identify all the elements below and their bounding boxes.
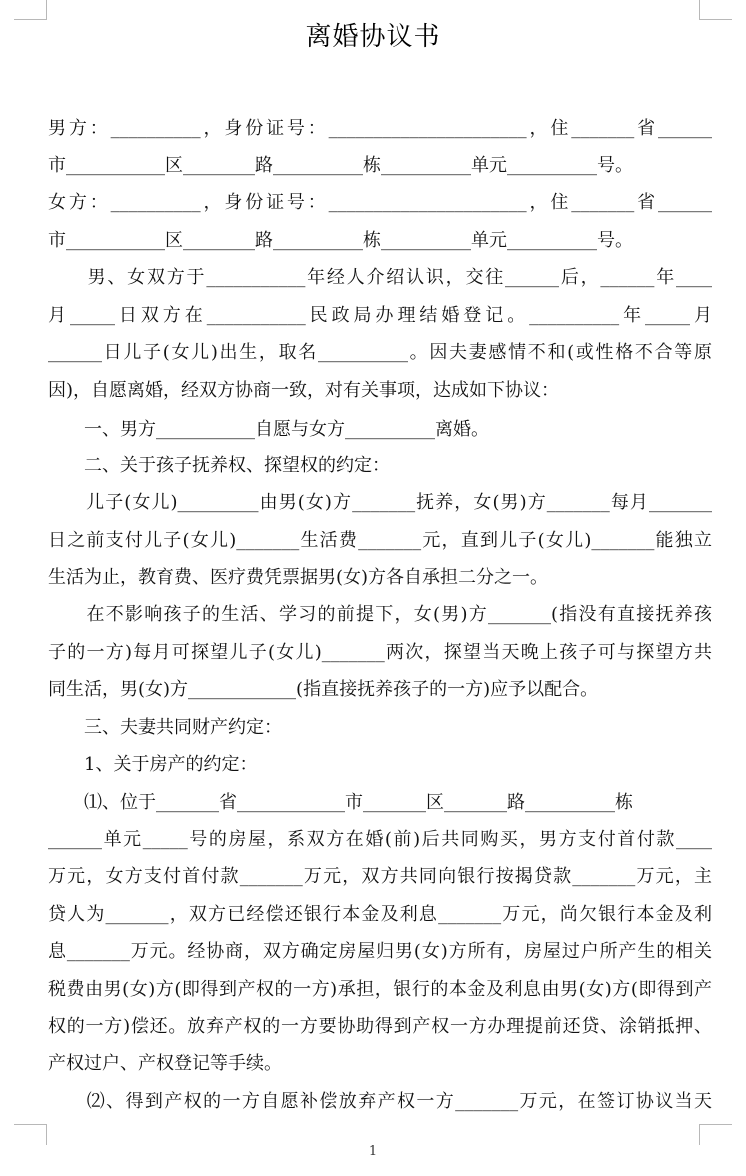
- text-line: 税费由男(女)方(即得到产权的一方)承担，银行的本金及利息由男(女)方(即得到产: [48, 979, 712, 1000]
- text-line: 贷人为_______，双方已经偿还银行本金及利息_______万元，尚欠银行本金及利: [48, 904, 712, 925]
- text-line: ______日儿子(女儿)出生，取名__________。因夫妻感情不和(或性格不合等原: [48, 342, 712, 363]
- text-line: 子的一方)每月可探望儿子(女儿)_______两次，探望当天晚上孩子可与探望方共: [48, 642, 712, 663]
- text-line: 儿子(女儿)_________由男(女)方_______抚养，女(男)方_______每月_______: [48, 492, 712, 513]
- text-line: 女方：__________，身份证号：______________________，住_______省______: [48, 192, 712, 213]
- text-line: ______单元_____号的房屋，系双方在婚(前)后共同购买，男方支付首付款____: [48, 829, 712, 850]
- text-line: 三、夫妻共同财产约定：: [48, 717, 282, 738]
- text-line: 万元，女方支付首付款_______万元，双方共同向银行按揭贷款_______万元，主: [48, 866, 712, 887]
- page-number: 1: [368, 1144, 378, 1159]
- text-line: 日之前支付儿子(女儿)_______生活费_______元，直到儿子(女儿)_______能独立: [48, 530, 712, 551]
- text-line: ⑵、得到产权的一方自愿补偿放弃产权一方_______万元，在签订协议当天: [48, 1091, 712, 1112]
- text-line: ⑴、位于_______省____________市_______区_______路__________栋: [48, 792, 633, 813]
- text-line: 息_______万元。经协商，双方确定房屋归男(女)方所有，房屋过户所产生的相关: [48, 941, 712, 962]
- text-line: 男、女双方于___________年经人介绍认识，交往______后，______年____: [48, 267, 712, 288]
- text-line: 在不影响孩子的生活、学习的前提下，女(男)方_______(指没有直接抚养孩: [48, 604, 712, 625]
- text-line: 同生活，男(女)方____________(指直接抚养孩子的一方)应予以配合。: [48, 679, 599, 700]
- text-line: 产权过户、产权登记等手续。: [48, 1053, 282, 1074]
- text-line: 1、关于房产的约定：: [48, 754, 258, 775]
- text-line: 二、关于孩子抚养权、探望权的约定：: [48, 455, 390, 476]
- text-line: 市___________区________路__________栋__________单元__________号。: [48, 230, 633, 251]
- text-line: 生活为止，教育费、医疗费凭票据男(女)方各自承担二分之一。: [48, 567, 549, 588]
- crop-mark-bottom-right: [699, 1124, 732, 1145]
- crop-mark-bottom-left: [14, 1124, 47, 1145]
- document-title: 离婚协议书: [305, 22, 441, 52]
- text-line: 一、男方___________自愿与女方__________离婚。: [48, 419, 489, 440]
- text-line: 市___________区________路__________栋__________单元__________号。: [48, 155, 633, 176]
- text-line: 月_____日双方在___________民政局办理结婚登记。__________年_____月: [48, 305, 712, 326]
- text-line: 权的一方)偿还。放弃产权的一方要协助得到产权一方办理提前还贷、涂销抵押、: [48, 1016, 712, 1037]
- text-line: 因)，自愿离婚，经双方协商一致，对有关事项，达成如下协议：: [48, 380, 560, 401]
- text-line: 男方：__________，身份证号：______________________，住_______省______: [48, 118, 712, 139]
